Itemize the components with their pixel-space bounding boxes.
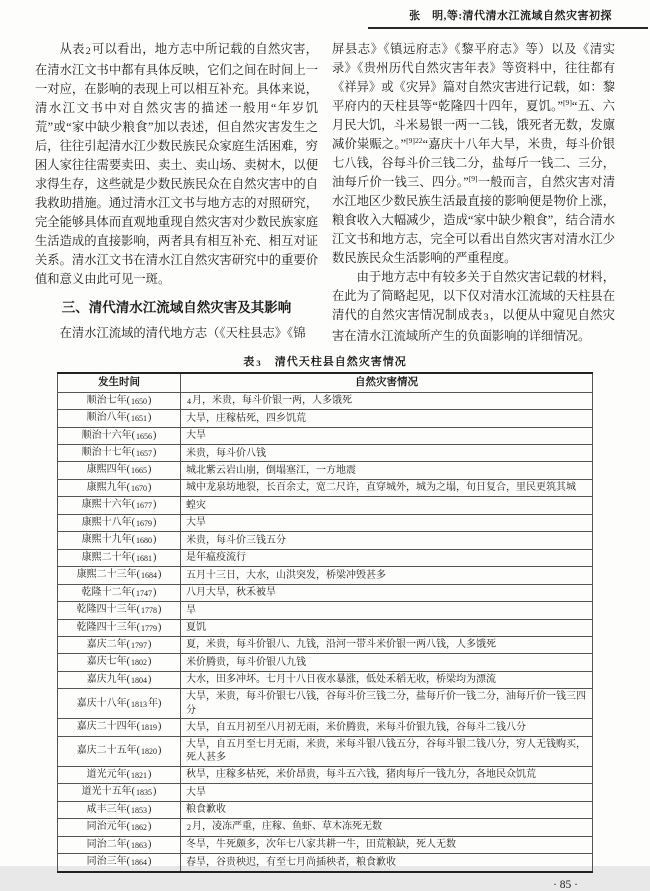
time-cell: 顺治十七年(1657) bbox=[58, 445, 181, 462]
time-cell: 咸丰三年(1853) bbox=[58, 801, 181, 818]
time-cell: 嘉庆十八年(1813年) bbox=[58, 689, 181, 719]
time-cell: 康熙四年(1665) bbox=[58, 462, 181, 479]
body-paragraph: 由于地方志中有较多关于自然灾害记载的材料，在此为了简略起见，以下仅对清水江流域的天柱县在清代的自然灾害情况制成表3，以便从中窥见自然灾害在清水江流域所产生的负面影响的详细情况。 bbox=[332, 270, 615, 344]
disaster-desc-cell: 大旱，自五月至七月无雨，米贵，米每斗银八钱五分，谷每斗银二钱八分，穷人无钱购买，死人甚多 bbox=[181, 736, 593, 766]
table-row bbox=[58, 410, 593, 427]
time-cell: 同治元年(1862) bbox=[58, 819, 181, 836]
table-row bbox=[58, 784, 593, 801]
disaster-desc-cell: 2月，凌冻严重，庄稼、鱼虾、草木冻死无数 bbox=[181, 819, 593, 836]
time-cell: 康熙十八年(1679) bbox=[58, 514, 181, 531]
disaster-desc-cell: 蝗灾 bbox=[181, 497, 593, 514]
table-row bbox=[58, 427, 593, 444]
table-row bbox=[58, 654, 593, 671]
disaster-desc-cell: 大旱 bbox=[181, 514, 593, 531]
table-row bbox=[58, 637, 593, 654]
time-cell: 康熙二十年(1681) bbox=[58, 549, 181, 566]
disaster-desc-cell: 4月，米贵，每斗价银一两，人多饿死 bbox=[181, 392, 593, 409]
table-row bbox=[58, 532, 593, 549]
time-cell: 康熙十六年(1677) bbox=[58, 497, 181, 514]
disaster-desc-cell: 春旱，谷贵秧迟，有至七月尚插秧者，粮食歉收 bbox=[181, 854, 593, 872]
disaster-table bbox=[57, 372, 593, 872]
table-row bbox=[58, 719, 593, 736]
time-cell: 乾隆四十三年(1778) bbox=[58, 602, 181, 619]
time-cell: 同治二年(1863) bbox=[58, 836, 181, 853]
table-row bbox=[58, 736, 593, 766]
time-cell: 康熙十九年(1680) bbox=[58, 532, 181, 549]
disaster-desc-cell: 大旱，庄稼枯死，四乡饥荒 bbox=[181, 410, 593, 427]
disaster-desc-cell: 城中龙泉坊地裂，长百余丈，宽二尺许，直穿城外，城为之塌，旬日复合，里民更筑其城 bbox=[181, 479, 593, 496]
table-row bbox=[58, 462, 593, 479]
time-cell: 道光十五年(1835) bbox=[58, 784, 181, 801]
right-column bbox=[332, 40, 615, 346]
body-paragraph: 在清水江流域的清代地方志（《天柱县志》《锦 bbox=[59, 326, 306, 341]
table-header-row bbox=[58, 373, 593, 392]
disaster-desc-cell: 米价腾贵，每斗价银八九钱 bbox=[181, 654, 593, 671]
table-row bbox=[58, 479, 593, 496]
table-row bbox=[58, 567, 593, 584]
body-paragraph: 屏县志》《镇远府志》《黎平府志》等）以及《清实录》《贵州历代自然灾害年表》等资料中，往往都有《祥异》或《灾异》篇对自然灾害进行记载，如：黎平府内的天柱县等“乾隆四十四年，夏饥。”[9]“五、六月民大饥，斗米易银一两一二钱，饿死者无数，发廪减价粜赈之。”$^{[9]22}$“嘉庆十八年大旱，米贵，每斗价银七八钱，谷每斗价三钱二分，盐每斤一钱二、三分，油每斤价一钱三、四分。”[9]一般而言，自然灾害对清水江地区少数民族生活最直接的影响便是物价上涨，粮食收入大幅减少，造成“家中缺少粮食”，结合清水江文书和地方志，完全可以看出自然灾害对清水江少数民族民众生活影响的严重程度。 bbox=[332, 42, 615, 265]
disaster-desc-cell: 米贵，每斗价三钱五分 bbox=[181, 532, 593, 549]
disaster-desc-cell: 米贵，每斗价八钱 bbox=[181, 445, 593, 462]
disaster-desc-cell: 是年瘟疫流行 bbox=[181, 549, 593, 566]
time-cell: 康熙九年(1670) bbox=[58, 479, 181, 496]
time-cell: 顺治七年(1650) bbox=[58, 392, 181, 409]
disaster-desc-cell: 城北紫云岩山崩，倒塌塞江，一方地震 bbox=[181, 462, 593, 479]
time-cell: 康熙二十三年(1684) bbox=[58, 567, 181, 584]
column-header-time: 发生时间 bbox=[58, 373, 181, 392]
table-row bbox=[58, 514, 593, 531]
disaster-desc-cell: 夏饥 bbox=[181, 619, 593, 636]
disaster-desc-cell: 秋旱，庄稼多枯死，米价昂贵，每斗五六钱，猪肉每斤一钱九分，各地民众饥荒 bbox=[181, 766, 593, 783]
running-header bbox=[409, 7, 612, 23]
table-row bbox=[58, 819, 593, 836]
disaster-desc-cell: 冬旱，牛死颇多，次年七八家共耕一牛，田荒粮缺，死人无数 bbox=[181, 836, 593, 853]
running-header-text: 张 明,等:清代清水江流域自然灾害初探 bbox=[409, 10, 612, 22]
column-header-disaster: 自然灾害情况 bbox=[181, 373, 593, 392]
table-row bbox=[58, 689, 593, 719]
table-row bbox=[58, 392, 593, 409]
page-number: · 85 · bbox=[553, 878, 578, 891]
disaster-desc-cell: 大水，田多冲坏。七月十八日夜水暴涨，低处禾稻无收，桥梁均为漂流 bbox=[181, 671, 593, 688]
table-row bbox=[58, 549, 593, 566]
time-cell: 嘉庆二年(1797) bbox=[58, 637, 181, 654]
time-cell: 嘉庆九年(1804) bbox=[58, 671, 181, 688]
table-row bbox=[58, 766, 593, 783]
table-row bbox=[58, 801, 593, 818]
disaster-desc-cell: 大旱 bbox=[181, 427, 593, 444]
time-cell: 道光元年(1821) bbox=[58, 766, 181, 783]
disaster-desc-cell: 八月大旱，秋禾被旱 bbox=[181, 584, 593, 601]
time-cell: 乾隆四十三年(1779) bbox=[58, 619, 181, 636]
disaster-desc-cell: 粮食歉收 bbox=[181, 801, 593, 818]
time-cell: 嘉庆七年(1802) bbox=[58, 654, 181, 671]
disaster-table-body bbox=[58, 392, 593, 871]
table-row bbox=[58, 584, 593, 601]
table-row bbox=[58, 836, 593, 853]
table-row bbox=[58, 671, 593, 688]
disaster-desc-cell: 大旱，自五月初至八月初无雨，米价腾贵，米每斗价银九钱，谷每斗二钱八分 bbox=[181, 719, 593, 736]
table-row bbox=[58, 497, 593, 514]
table-row bbox=[58, 602, 593, 619]
time-cell: 乾隆十二年(1747) bbox=[58, 584, 181, 601]
time-cell: 顺治十六年(1656) bbox=[58, 427, 181, 444]
table-row bbox=[58, 854, 593, 872]
disaster-desc-cell: 五月十三日，大水，山洪突发，桥梁冲毁甚多 bbox=[181, 567, 593, 584]
header-rule bbox=[368, 27, 648, 29]
table-row bbox=[58, 619, 593, 636]
two-column-body bbox=[35, 40, 615, 346]
disaster-table-head bbox=[58, 373, 593, 392]
time-cell: 嘉庆二十四年(1819) bbox=[58, 719, 181, 736]
table-row bbox=[58, 445, 593, 462]
disaster-desc-cell: 旱 bbox=[181, 602, 593, 619]
time-cell: 嘉庆二十五年(1820) bbox=[58, 736, 181, 766]
table-title: 表3 清代天柱县自然灾害情况 bbox=[243, 356, 407, 369]
time-cell: 顺治八年(1651) bbox=[58, 410, 181, 427]
body-paragraph: 从表2可以看出，地方志中所记载的自然灾害，在清水江文书中都有具体反映，它们之间在时间上一一对应，在影响的表现上可以相互补充。具体来说，清水江文书中对自然灾害的描述一般用“年岁饥荒”或“家中缺少粮食”加以表述，但自然灾害发生之后，往往引起清水江少数民族民众家庭生活困难，穷困人家往往需要卖田、卖土、卖山场、卖树木，以便求得生存，这些就是少数民族民众在自然灾害中的自我救助措施。通过清水江文书与地方志的对照研究，完全能够具体而直观地重现自然灾害对少数民族家庭生活造成的直接影响，两者具有相互补充、相互对证关系。清水江文书在清水江自然灾害研究中的重要价值和意义由此可见一斑。 bbox=[35, 42, 318, 287]
disaster-desc-cell: 夏，米贵，每斗价银八、九钱，沿河一带斗米价银一两八钱，人多饿死 bbox=[181, 637, 593, 654]
disaster-desc-cell: 大旱，米贵，每斗价银七八钱，谷每斗价三钱二分，盐每斤价一钱二分，油每斤价一钱三四分 bbox=[181, 689, 593, 719]
section-heading: 三、清代清水江流域自然灾害及其影响 bbox=[61, 300, 292, 316]
left-column bbox=[35, 40, 318, 346]
time-cell: 同治三年(1864) bbox=[58, 854, 181, 872]
disaster-desc-cell: 大旱 bbox=[181, 784, 593, 801]
